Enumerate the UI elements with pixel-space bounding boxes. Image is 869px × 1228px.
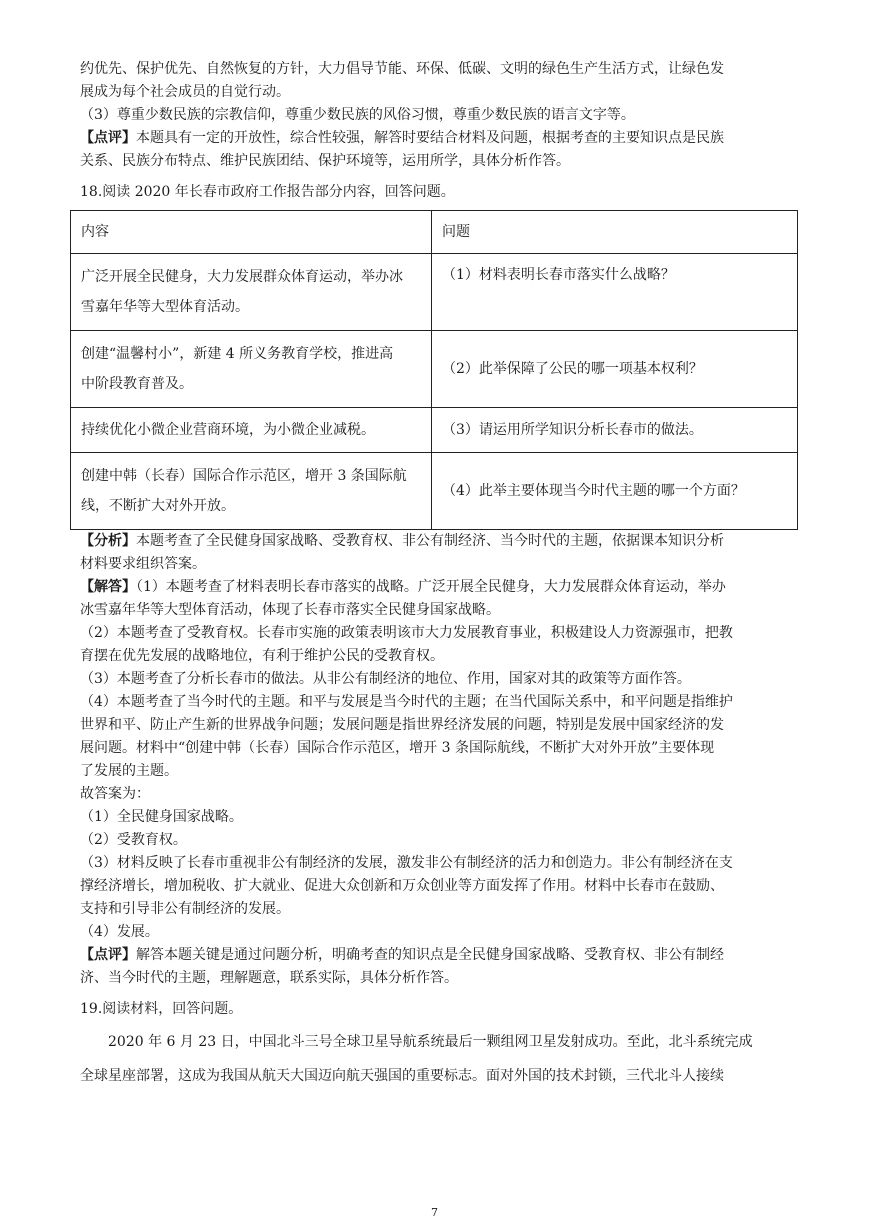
answer-line: （1）全民健身国家战略。 bbox=[80, 809, 243, 825]
answer-line: 冰雪嘉年华等大型体育活动，体现了长春市落实全民健身国家战略。 bbox=[80, 602, 500, 618]
answer-line: （4）发展。 bbox=[80, 924, 159, 940]
answer-line: （4）本题考查了当今时代的主题。和平与发展是当今时代的主题；在当代国际关系中，和平问题是指维护 bbox=[80, 694, 733, 710]
answer-line: 支持和引导非公有制经济的发展。 bbox=[80, 901, 290, 917]
answer-line: 展问题。材料中“创建中韩（长春）国际合作示范区，增开 3 条国际航线，不断扩大对外开放”主要体现 bbox=[80, 740, 715, 756]
table-cell-content: 广泛开展全民健身，大力发展群众体育运动，举办冰 雪嘉年华等大型体育活动。 bbox=[71, 254, 432, 331]
table-header-content: 内容 bbox=[71, 211, 432, 254]
text-line: （3）尊重少数民族的宗教信仰，尊重少数民族的风俗习惯，尊重少数民族的语言文字等。 bbox=[80, 107, 635, 123]
table-row bbox=[71, 254, 798, 331]
answer-line: 育摆在优先发展的战略地位，有利于维护公民的受教育权。 bbox=[80, 648, 444, 664]
table-cell-question: （4）此举主要体现当今时代主题的哪一个方面？ bbox=[432, 453, 798, 530]
table-cell-content: 创建“温馨村小”，新建 4 所义务教育学校，推进高 中阶段教育普及。 bbox=[71, 331, 432, 408]
text-line: 展成为每个社会成员的自觉行动。 bbox=[80, 84, 290, 100]
answer-line: 世界和平、防止产生新的世界战争问题；发展问题是指世界经济发展的问题，特别是发展中国家经济的发 bbox=[80, 717, 724, 733]
table-cell-content: 创建中韩（长春）国际合作示范区，增开 3 条国际航 线，不断扩大对外开放。 bbox=[71, 453, 432, 530]
table-row bbox=[71, 453, 798, 530]
comment-tag: 【点评】 bbox=[80, 947, 136, 963]
table-row bbox=[71, 408, 798, 453]
comment-18-line: 济、当今时代的主题，理解题意，联系实际，具体分析作答。 bbox=[80, 970, 458, 986]
question-19-material-line: 全球星座部署，这成为我国从航天大国迈向航天强国的重要标志。面对外国的技术封锁，三代北斗人接续 bbox=[80, 1068, 724, 1084]
table-header-question: 问题 bbox=[432, 211, 798, 254]
page-content bbox=[80, 58, 800, 1093]
comment-18-line: 【点评】解答本题关键是通过问题分析，明确考查的知识点是全民健身国家战略、受教育权、非公有制经 bbox=[80, 947, 724, 963]
text-line: 约优先、保护优先、自然恢复的方针，大力倡导节能、环保、低碳、文明的绿色生产生活方式，让绿色发 bbox=[80, 61, 724, 77]
comment-17-line: 关系、民族分布特点、维护民族团结、保护环境等，运用所学，具体分析作答。 bbox=[80, 153, 570, 169]
table-cell-content: 持续优化小微企业营商环境，为小微企业减税。 bbox=[71, 408, 432, 453]
question-18-table bbox=[70, 210, 798, 530]
question-19-title: 19.阅读材料，回答问题。 bbox=[80, 1001, 243, 1017]
answer-line: （3）本题考查了分析长春市的做法。从非公有制经济的地位、作用，国家对其的政策等方面作答。 bbox=[80, 671, 691, 687]
answer-line: （2）受教育权。 bbox=[80, 832, 187, 848]
answer-tag: 【解答】 bbox=[80, 579, 136, 595]
table-header-row bbox=[71, 211, 798, 254]
answer-line: 了发展的主题。 bbox=[80, 763, 178, 779]
table-cell-question: （3）请运用所学知识分析长春市的做法。 bbox=[432, 408, 798, 453]
table-cell-question: （1）材料表明长春市落实什么战略？ bbox=[432, 254, 798, 331]
page-number: 7 bbox=[431, 1206, 438, 1219]
table-row bbox=[71, 331, 798, 408]
table-cell-question: （2）此举保障了公民的哪一项基本权利？ bbox=[432, 331, 798, 408]
comment-tag: 【点评】 bbox=[80, 130, 136, 146]
question-19-material-line: 2020 年 6 月 23 日，中国北斗三号全球卫星导航系统最后一颗组网卫星发射成功。至此，北斗系统完成 bbox=[108, 1034, 753, 1050]
answer-line: 故答案为： bbox=[80, 786, 150, 802]
question-18-title: 18.阅读 2020 年长春市政府工作报告部分内容，回答问题。 bbox=[80, 184, 455, 200]
comment-17-line: 【点评】本题具有一定的开放性，综合性较强，解答时要结合材料及问题，根据考查的主要知识点是民族 bbox=[80, 130, 724, 146]
answer-line: 【解答】（1）本题考查了材料表明长春市落实的战略。广泛开展全民健身，大力发展群众体育运动，举办 bbox=[80, 579, 726, 595]
answer-line: （2）本题考查了受教育权。长春市实施的政策表明该市大力发展教育事业，积极建设人力资源强市，把教 bbox=[80, 625, 733, 641]
analysis-tag: 【分析】 bbox=[80, 533, 136, 549]
answer-line: （3）材料反映了长春市重视非公有制经济的发展，激发非公有制经济的活力和创造力。非公有制经济在支 bbox=[80, 855, 733, 871]
answer-line: 撑经济增长，增加税收、扩大就业、促进大众创新和万众创业等方面发挥了作用。材料中长春市在鼓励、 bbox=[80, 878, 724, 894]
analysis-line: 材料要求组织答案。 bbox=[80, 556, 206, 572]
analysis-line: 【分析】本题考查了全民健身国家战略、受教育权、非公有制经济、当今时代的主题，依据课本知识分析 bbox=[80, 533, 724, 549]
